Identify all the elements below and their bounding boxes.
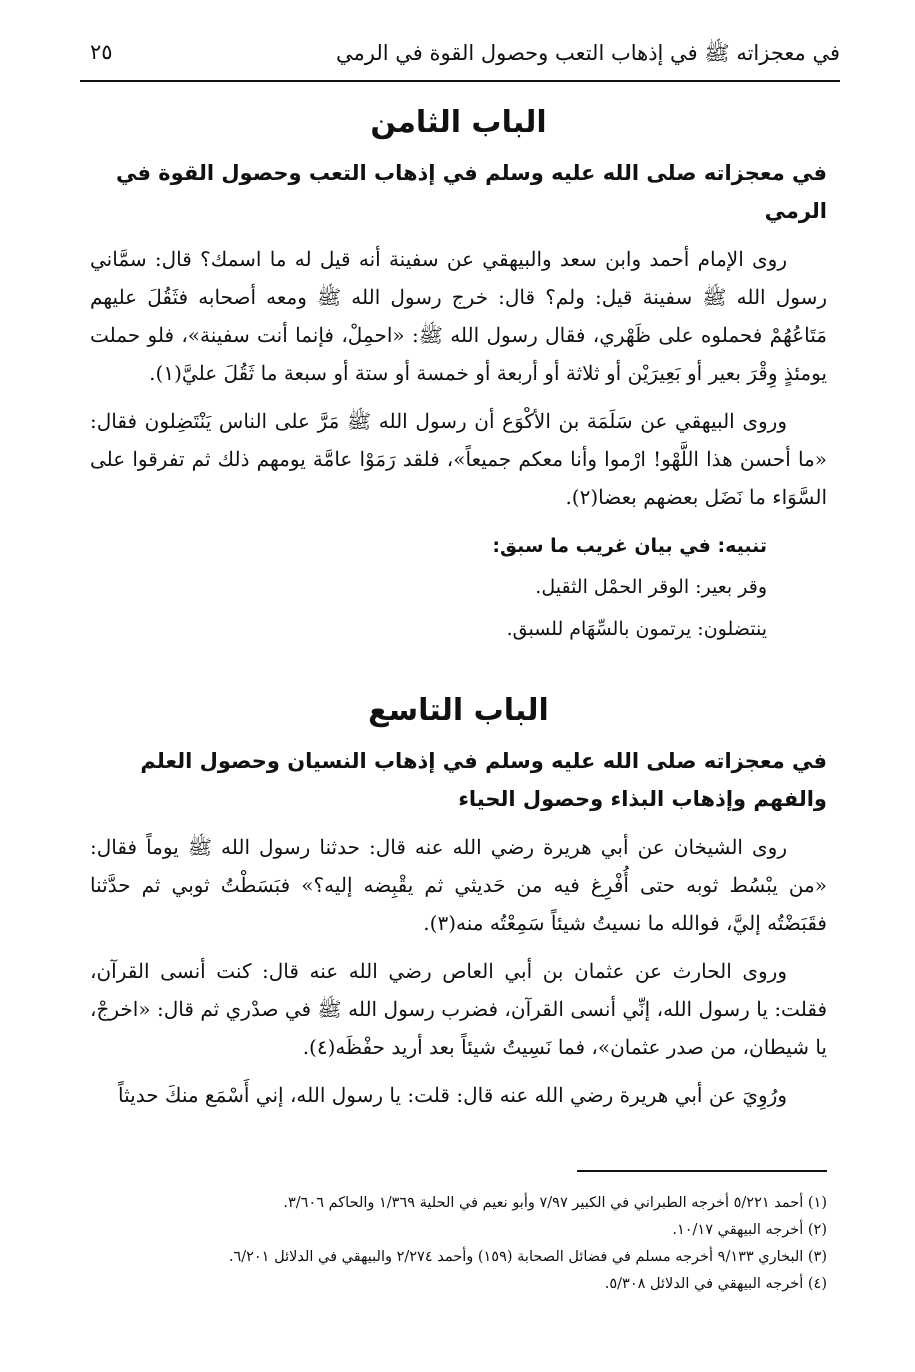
chapter-8-title: الباب الثامن: [370, 105, 547, 140]
note-heading: تنبيه: في بيان غريب ما سبق:: [492, 535, 767, 557]
footnote-divider: [577, 1170, 827, 1172]
footnote: (٣) البخاري ٩/١٣٣ أخرجه مسلم في فضائل الصحابة (١٥٩) وأحمد ٢/٢٧٤ والبيهقي في الدلائل ٦/٢٠١.: [228, 1249, 827, 1265]
footnote: (٤) أخرجه البيهقي في الدلائل ٥/٣٠٨.: [604, 1276, 827, 1292]
footnote: (٢) أخرجه البيهقي ١٠/١٧.: [672, 1222, 827, 1238]
paragraph: وروى الحارث عن عثمان بن أبي العاص رضي الله عنه قال: كنت أنسى القرآن، فقلت: يا رسول الله، إنِّي أنسى القرآن، فضرب رسول الله ﷺ في صدْري ثم قال: «اخرجْ، يا شيطان، من صدر عثمان»، فما نَسِيتُ شيئاً بعد أريد حفْظَه(٤).: [90, 959, 827, 1059]
note-item: وقر بعير: الوقر الحمْل الثقيل.: [535, 576, 767, 598]
page-body: [90, 92, 827, 1124]
chapter-8-subtitle: في معجزاته صلى الله عليه وسلم في إذهاب التعب وحصول القوة في الرمي: [115, 161, 827, 223]
paragraph: ورُوِيَ عن أبي هريرة رضي الله عنه قال: قلت: يا رسول الله، إني أَسْمَع منكَ حديثاً: [118, 1083, 787, 1107]
footnote: (١) أحمد ٥/٢٢١ أخرجه الطبراني في الكبير ٧/٩٧ وأبو نعيم في الحلية ١/٣٦٩ والحاكم ٣/٦٠٦.: [283, 1195, 827, 1211]
running-header: [80, 38, 840, 82]
paragraph: روى الإمام أحمد وابن سعد والبيهقي عن سفينة أنه قيل له ما اسمك؟ قال: سمَّاني رسول الله ﷺ سفينة قيل: ولم؟ قال: خرج رسول الله ﷺ ومعه أصحابه فثَقُلَ عليهم مَتَاعُهُمْ فحملوه على ظَهْري، فقال رسول الله ﷺ: «احمِلْ، فإنما أنت سفينة»، فلو حملت يومئذٍ وِقْرَ بعير أو بَعِيرَيْن أو ثلاثة أو أربعة أو خمسة أو ستة أو سبعة ما ثَقُلَ عليَّ(١).: [90, 247, 827, 385]
footnotes: [90, 1170, 827, 1298]
running-title: في معجزاته ﷺ في إذهاب التعب وحصول القوة في الرمي: [336, 41, 840, 65]
chapter-9-title: الباب التاسع: [368, 693, 549, 728]
paragraph: روى الشيخان عن أبي هريرة رضي الله عنه قال: حدثنا رسول الله ﷺ يوماً فقال: «من يبْسُط ثوبه حتى أُفْرِغ فيه من حَديثي ثم يقْبِضه إليه؟» فبَسَطْتُ ثوبي ثم حدَّثنا فقَبَضْتُه إليَّ، فوالله ما نسيتُ شيئاً سَمِعْتُه منه(٣).: [90, 835, 827, 935]
page-number: ٢٥: [90, 40, 113, 64]
note-item: ينتضلون: يرتمون بالسِّهَام للسبق.: [506, 618, 767, 640]
glossary-note: [90, 526, 827, 650]
chapter-9-subtitle: في معجزاته صلى الله عليه وسلم في إذهاب النسيان وحصول العلم والفهم وإذهاب البذاء وحصول الحياء: [140, 749, 827, 811]
paragraph: وروى البيهقي عن سَلَمَة بن الأكْوَع أن رسول الله ﷺ مَرَّ على الناس يَنْتَضِلون فقال: «ما أحسن هذا اللَّهْو! ارْموا وأنا معكم جميعاً»، فلقد رَمَوْا عامَّة يومهم ذلك ثم تفرقوا على السَّوَاء ما نَضَل بعضهم بعضا(٢).: [90, 409, 827, 509]
